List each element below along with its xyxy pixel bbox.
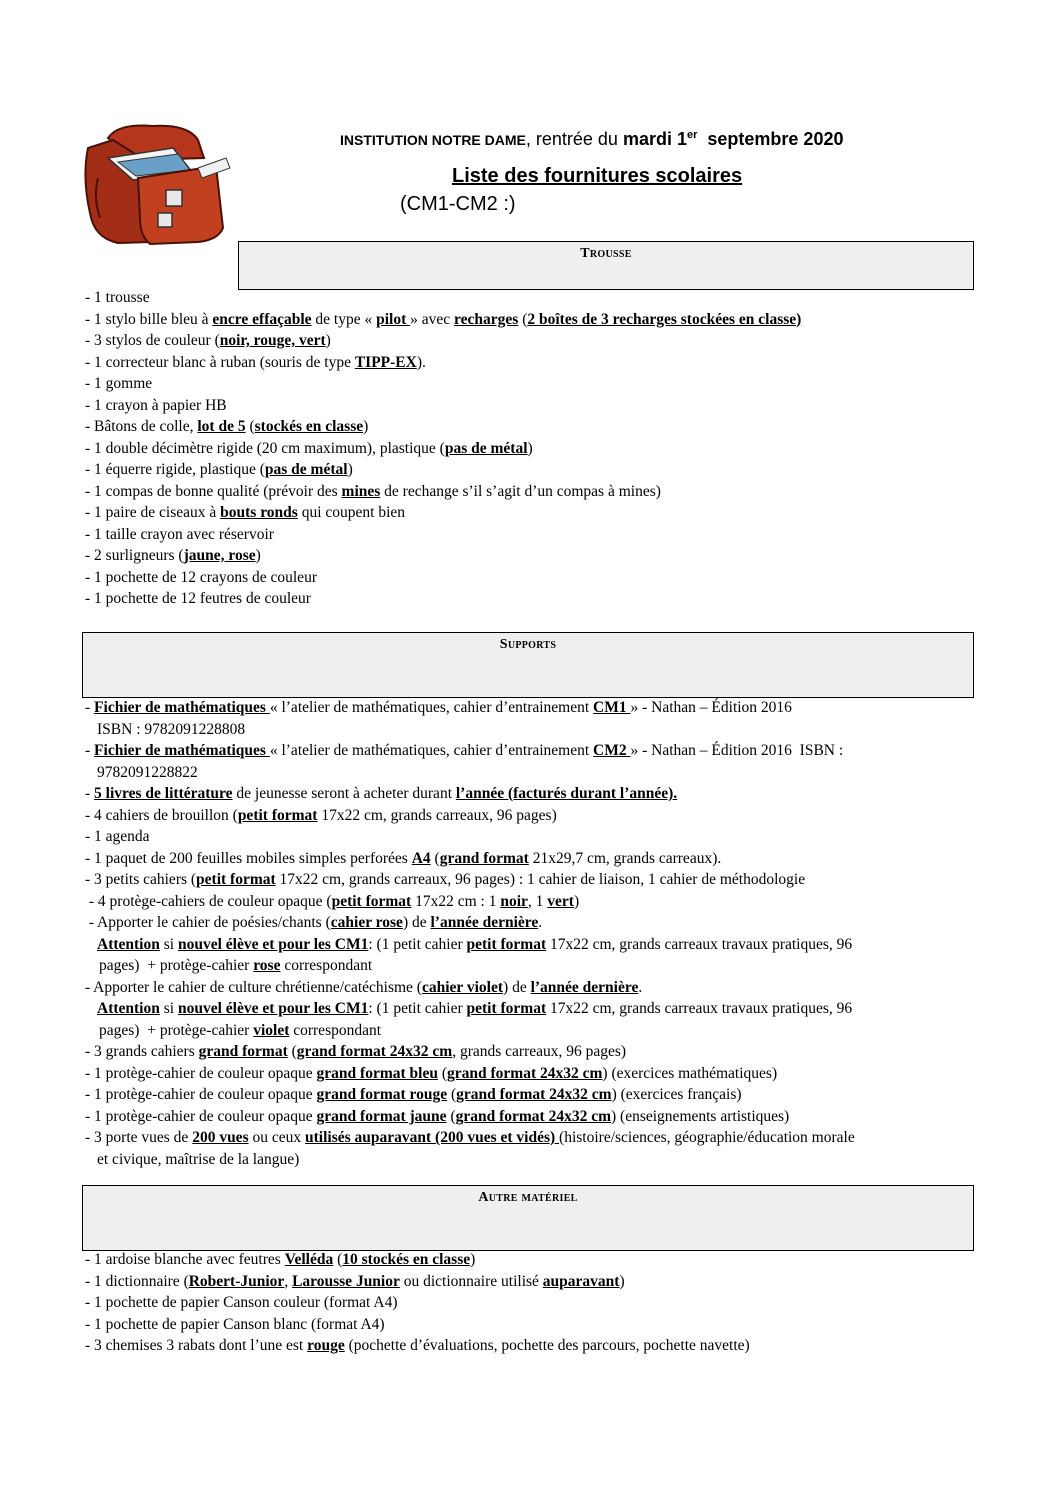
list-trousse: [85, 287, 801, 610]
item-text: - 3 grands cahiers: [85, 1043, 199, 1060]
list-item: [85, 502, 801, 524]
list-item: [85, 1020, 855, 1042]
item-text: - 1 double décimètre rigide (20 cm maximum), plastique (: [85, 439, 445, 457]
item-text: 21x29,7 cm, grands carreaux).: [528, 849, 722, 867]
emphasized-text: vert: [547, 892, 574, 910]
emphasized-text: noir, rouge, vert: [219, 332, 326, 349]
item-text: (: [333, 1251, 343, 1268]
emphasized-text: Robert-Junior: [188, 1272, 285, 1290]
emphasized-text: noir: [500, 892, 528, 910]
item-text: de type «: [311, 310, 377, 328]
item-text: : (1 petit cahier: [368, 935, 467, 953]
emphasized-text: grand format 24x32 cm: [455, 1107, 612, 1125]
emphasized-text: cahier violet: [421, 978, 504, 996]
list-item: [85, 352, 801, 374]
item-text: -: [85, 699, 95, 716]
list-item: [85, 438, 801, 460]
item-text: (pochette d’évaluations, pochette des parcours, pochette navette): [344, 1337, 750, 1354]
emphasized-text: Velléda: [284, 1251, 334, 1268]
item-text: .: [538, 914, 543, 931]
item-text: ): [470, 1251, 476, 1268]
emphasized-text: petit format: [237, 806, 318, 824]
item-text: - 1 taille crayon avec réservoir: [85, 525, 274, 543]
item-text: .: [638, 978, 643, 996]
item-text: (: [446, 1107, 456, 1125]
item-text: - 1 pochette de 12 crayons de couleur: [85, 568, 317, 586]
emphasized-text: Fichier de mathématiques: [94, 699, 270, 716]
item-text: ISBN : 9782091228808: [97, 720, 246, 738]
item-text: 9782091228822: [97, 763, 198, 781]
emphasized-text: Attention: [97, 935, 160, 953]
emphasized-text: grand format rouge: [316, 1086, 448, 1103]
header-date-sup: er: [686, 129, 698, 141]
emphasized-text: CM1: [593, 699, 631, 716]
item-text: « l’atelier de mathématiques, cahier d’entrainement: [269, 699, 594, 716]
item-text: si: [159, 1000, 178, 1017]
item-text: - Bâtons de colle,: [85, 418, 198, 435]
item-text: -: [85, 742, 95, 759]
item-text: ): [363, 418, 369, 435]
item-text: - 1 dictionnaire (: [85, 1272, 189, 1290]
item-text: correspondant: [289, 1021, 382, 1039]
item-text: - 1 trousse: [85, 289, 150, 306]
emphasized-text: utilisés auparavant (200 vues et vidés): [305, 1129, 560, 1146]
item-text: - 1 protège-cahier de couleur opaque: [85, 1107, 317, 1125]
item-text: - 1 compas de bonne qualité (prévoir des: [85, 482, 342, 500]
list-item: [85, 998, 855, 1020]
item-text: 17x22 cm : 1: [411, 892, 501, 910]
item-text: - 3 porte vues de: [85, 1129, 193, 1146]
list-item: [85, 955, 855, 977]
emphasized-text: grand format bleu: [316, 1064, 438, 1082]
item-text: » - Nathan – Édition 2016 ISBN :: [630, 742, 844, 759]
item-text: , grands carreaux, 96 pages): [452, 1043, 627, 1060]
item-text: ): [527, 439, 533, 457]
item-text: - 3 petits cahiers (: [85, 871, 197, 888]
emphasized-text: nouvel élève et pour les CM1: [177, 1000, 369, 1017]
emphasized-text: grand format jaune: [316, 1107, 447, 1125]
item-text: -: [85, 785, 95, 802]
item-text: (: [518, 310, 528, 328]
page-subtitle: (CM1-CM2 :): [400, 193, 516, 215]
list-item: [85, 762, 855, 784]
section-title-supports: Supports: [499, 637, 557, 652]
list-item: [85, 524, 801, 546]
list-item: [85, 740, 855, 762]
item-text: - 1 pochette de papier Canson couleur (format A4): [85, 1294, 398, 1311]
item-text: , 1: [527, 892, 548, 910]
emphasized-text: petit format: [466, 1000, 547, 1017]
emphasized-text: 5 livres de littérature: [94, 785, 233, 802]
list-supports: [85, 697, 855, 1170]
emphasized-text: l’année dernière: [430, 914, 539, 931]
list-item: [85, 1063, 855, 1085]
emphasized-text: TIPP-EX: [354, 353, 417, 371]
item-text: » avec: [410, 310, 455, 328]
section-header-trousse: [238, 241, 974, 290]
list-item: [85, 1314, 750, 1336]
item-text: - 4 cahiers de brouillon (: [85, 806, 238, 824]
item-text: 17x22 cm, grands carreaux travaux pratiques, 96: [546, 1000, 853, 1017]
item-text: « l’atelier de mathématiques, cahier d’entrainement: [269, 742, 594, 759]
list-item: [85, 805, 855, 827]
item-text: - 1 correcteur blanc à ruban (souris de type: [85, 353, 355, 371]
item-text: - 1 paire de ciseaux à: [85, 504, 221, 521]
item-text: ou dictionnaire utilisé: [399, 1272, 543, 1290]
emphasized-text: petit format: [466, 935, 547, 953]
list-item: [85, 1127, 855, 1149]
list-item: [85, 545, 801, 567]
emphasized-text: pas de métal: [444, 439, 528, 457]
emphasized-text: rouge: [307, 1337, 345, 1354]
item-text: ): [573, 892, 580, 910]
emphasized-text: Fichier de mathématiques: [94, 742, 270, 759]
item-text: - 1 protège-cahier de couleur opaque: [85, 1064, 317, 1082]
list-item: [85, 826, 855, 848]
item-text: : (1 petit cahier: [368, 1000, 467, 1017]
emphasized-text: mines: [341, 482, 381, 500]
item-text: (: [245, 418, 255, 435]
item-text: - 1 paquet de 200 feuilles mobiles simples perforées: [85, 849, 412, 867]
section-title-trousse: Trousse: [580, 246, 632, 261]
list-item: [85, 934, 855, 956]
list-item: [85, 416, 801, 438]
list-item: [85, 481, 801, 503]
emphasized-text: recharges: [454, 310, 519, 328]
item-text: ) (exercices français): [611, 1086, 742, 1103]
emphasized-text: Attention: [97, 1000, 160, 1017]
item-text: - 1 protège-cahier de couleur opaque: [85, 1086, 317, 1103]
list-item: [85, 783, 855, 805]
item-text: ).: [416, 353, 426, 371]
emphasized-text: jaune, rose: [183, 547, 256, 564]
item-text: - 2 surligneurs (: [85, 547, 184, 564]
item-text: ou ceux: [248, 1129, 305, 1146]
item-text: pages) + protège-cahier: [99, 1021, 254, 1039]
list-item: [85, 1335, 750, 1357]
item-text: qui coupent bien: [297, 504, 406, 521]
item-text: pages) + protège-cahier: [99, 957, 254, 974]
list-item: [85, 912, 855, 934]
emphasized-text: grand format: [198, 1043, 288, 1060]
header-line: [340, 129, 843, 150]
item-text: 17x22 cm, grands carreaux, 96 pages) : 1 cahier de liaison, 1 cahier de méthodologie: [275, 871, 806, 888]
list-item: [85, 891, 855, 913]
list-item: [85, 1271, 750, 1293]
item-text: (: [437, 1064, 447, 1082]
item-text: - 4 protège-cahiers de couleur opaque (: [85, 892, 332, 910]
emphasized-text: rose: [253, 957, 281, 974]
item-text: de jeunesse seront à acheter durant: [232, 785, 456, 802]
item-text: (: [430, 849, 440, 867]
list-item: [85, 1041, 855, 1063]
emphasized-text: petit format: [196, 871, 276, 888]
emphasized-text: l’année (facturés durant l’année).: [455, 785, 678, 802]
item-text: (: [447, 1086, 457, 1103]
list-item: [85, 719, 855, 741]
list-autre: [85, 1249, 750, 1357]
emphasized-text: 200 vues: [192, 1129, 249, 1146]
item-text: - 1 pochette de papier Canson blanc (format A4): [85, 1315, 385, 1333]
item-text: ) de: [503, 978, 531, 996]
item-text: et civique, maîtrise de la langue): [97, 1150, 300, 1168]
item-text: » - Nathan – Édition 2016: [630, 699, 792, 716]
list-item: [85, 1149, 855, 1171]
item-text: - Apporter le cahier de poésies/chants (: [85, 914, 331, 931]
emphasized-text: l’année dernière: [530, 978, 639, 996]
item-text: (histoire/sciences, géographie/éducation morale: [559, 1129, 855, 1146]
emphasized-text: violet: [253, 1021, 290, 1039]
list-item: [85, 567, 801, 589]
section-header-autre: [82, 1185, 974, 1251]
header-date-rest: septembre 2020: [697, 129, 844, 149]
item-text: - 3 chemises 3 rabats dont l’une est: [85, 1337, 308, 1354]
emphasized-text: encre effaçable: [212, 310, 312, 328]
emphasized-text: grand format: [439, 849, 529, 867]
list-item: [85, 977, 855, 999]
header-date-day: mardi 1: [622, 129, 687, 149]
item-text: 17x22 cm, grands carreaux, 96 pages): [317, 806, 557, 824]
section-header-supports: [82, 632, 974, 698]
emphasized-text: nouvel élève et pour les CM1: [177, 935, 369, 953]
emphasized-text: bouts ronds: [220, 504, 298, 521]
emphasized-text: grand format 24x32 cm: [447, 1064, 603, 1082]
item-text: de rechange s’il s’agit d’un compas à mines): [380, 482, 661, 500]
list-item: [85, 373, 801, 395]
item-text: (: [287, 1043, 297, 1060]
item-text: - 1 crayon à papier HB: [85, 396, 227, 414]
list-item: [85, 1106, 855, 1128]
list-item: [85, 1249, 750, 1271]
list-item: [85, 330, 801, 352]
list-item: [85, 588, 801, 610]
item-text: si: [159, 935, 178, 953]
item-text: ) (exercices mathématiques): [602, 1064, 778, 1082]
list-item: [85, 697, 855, 719]
item-text: ): [347, 461, 353, 478]
list-item: [85, 869, 855, 891]
item-text: - 1 stylo bille bleu à: [85, 310, 213, 328]
list-item: [85, 287, 801, 309]
emphasized-text: CM2: [593, 742, 631, 759]
list-item: [85, 459, 801, 481]
emphasized-text: Larousse Junior: [292, 1272, 400, 1290]
item-text: ): [255, 547, 261, 564]
emphasized-text: auparavant: [542, 1272, 620, 1290]
emphasized-text: 2 boîtes de 3 recharges stockées en classe): [527, 310, 802, 328]
list-item: [85, 309, 801, 331]
list-item: [85, 1084, 855, 1106]
emphasized-text: pilot: [376, 310, 411, 328]
emphasized-text: lot de 5: [197, 418, 246, 435]
item-text: - 1 équerre rigide, plastique (: [85, 461, 265, 478]
school-name: INSTITUTION NOTRE DAME: [340, 132, 526, 148]
item-text: 17x22 cm, grands carreaux travaux pratiques, 96: [546, 935, 853, 953]
item-text: correspondant: [280, 957, 373, 974]
item-text: - 1 agenda: [85, 828, 150, 845]
header-sep: , rentrée du: [525, 129, 623, 149]
page-title: Liste des fournitures scolaires: [452, 165, 743, 187]
emphasized-text: grand format 24x32 cm: [296, 1043, 453, 1060]
emphasized-text: 10 stockés en classe: [342, 1251, 471, 1268]
item-text: - 1 pochette de 12 feutres de couleur: [85, 590, 311, 607]
emphasized-text: pas de métal: [264, 461, 348, 478]
item-text: - 1 gomme: [85, 375, 153, 392]
item-text: - 1 ardoise blanche avec feutres: [85, 1251, 285, 1268]
item-text: ,: [284, 1272, 293, 1290]
list-item: [85, 848, 855, 870]
item-text: ): [325, 332, 331, 349]
emphasized-text: grand format 24x32 cm: [456, 1086, 612, 1103]
list-item: [85, 395, 801, 417]
item-text: ): [619, 1272, 625, 1290]
item-text: - 3 stylos de couleur (: [85, 332, 220, 349]
emphasized-text: cahier rose: [330, 914, 403, 931]
emphasized-text: A4: [411, 849, 431, 867]
school-bag-icon: [78, 118, 238, 246]
emphasized-text: stockés en classe: [254, 418, 364, 435]
list-item: [85, 1292, 750, 1314]
section-title-autre: Autre matériel: [478, 1190, 578, 1205]
emphasized-text: petit format: [331, 892, 412, 910]
item-text: - Apporter le cahier de culture chrétienne/catéchisme (: [85, 978, 422, 996]
item-text: ) de: [402, 914, 431, 931]
item-text: ) (enseignements artistiques): [611, 1107, 790, 1125]
